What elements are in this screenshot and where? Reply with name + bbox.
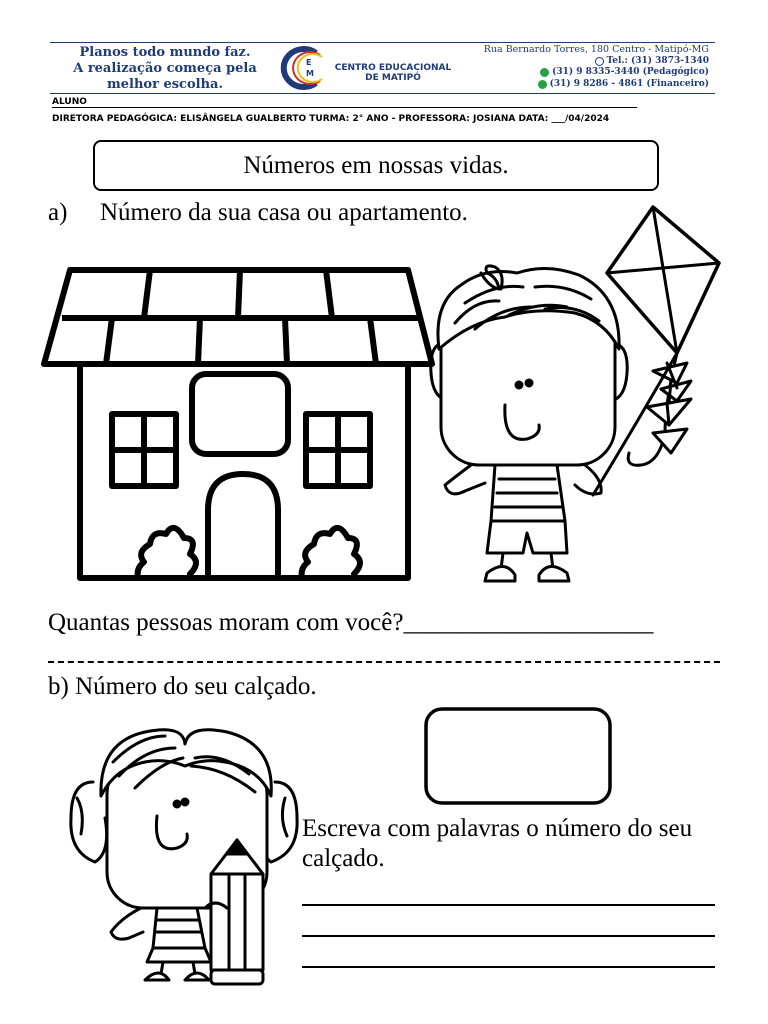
answer-line-1[interactable] bbox=[302, 904, 715, 906]
write-in-words-instruction: Escreva com palavras o número do seu calçado. bbox=[302, 815, 693, 872]
phone-row-1 bbox=[484, 56, 709, 68]
student-name-field[interactable] bbox=[52, 97, 637, 108]
answer-line-2[interactable] bbox=[302, 935, 715, 937]
question-people-count: Quantas pessoas moram com você?____________________ bbox=[48, 609, 654, 636]
slogan-line-3: melhor escolha. bbox=[107, 77, 223, 92]
girl-with-pencil-illustration bbox=[65, 722, 305, 987]
logo-letter-m: M bbox=[306, 69, 314, 78]
student-label: ALUNO bbox=[52, 97, 87, 107]
house-illustration bbox=[40, 262, 440, 592]
question-a bbox=[48, 199, 468, 227]
phone-text: Tel.: (31) 3873-1340 bbox=[606, 55, 709, 66]
phone-text: (31) 9 8286 - 4861 (Financeiro) bbox=[549, 78, 709, 89]
answer-line-3[interactable] bbox=[302, 966, 715, 968]
class-info-line: DIRETORA PEDAGÓGICA: ELISÂNGELA GUALBERTO TURMA: 2° ANO - PROFESSORA: JOSIANA DATA: ___/04/2024 bbox=[52, 114, 610, 124]
school-name-line-2: DE MATIPÓ bbox=[365, 73, 421, 83]
school-slogan bbox=[60, 45, 270, 93]
boy-with-kite-illustration bbox=[415, 203, 730, 588]
school-name bbox=[318, 63, 468, 83]
question-a-marker: a) bbox=[48, 199, 68, 226]
shoe-size-answer-box[interactable] bbox=[423, 706, 613, 806]
whatsapp-icon bbox=[538, 80, 547, 89]
telephone-icon bbox=[595, 57, 604, 66]
worksheet-title bbox=[93, 140, 659, 191]
question-a-text: Número da sua casa ou apartamento. bbox=[100, 199, 468, 226]
slogan-line-1: Planos todo mundo faz. bbox=[79, 45, 251, 60]
title-text: Números em nossas vidas. bbox=[243, 151, 509, 179]
dashed-separator bbox=[48, 643, 720, 663]
school-header bbox=[50, 42, 715, 94]
question-b: b) Número do seu calçado. bbox=[48, 673, 317, 700]
phone-row-3 bbox=[484, 79, 709, 91]
slogan-line-2: A realização começa pela bbox=[73, 61, 257, 76]
phone-row-2 bbox=[484, 67, 709, 79]
school-address: Rua Bernardo Torres, 180 Centro - Matipó-MG bbox=[483, 44, 709, 55]
whatsapp-icon bbox=[540, 68, 549, 77]
logo-letter-e: E bbox=[306, 58, 312, 67]
phone-text: (31) 9 8335-3440 (Pedagógico) bbox=[552, 67, 709, 77]
school-contact bbox=[484, 44, 709, 90]
school-name-line-1: CENTRO EDUCACIONAL bbox=[334, 63, 452, 73]
